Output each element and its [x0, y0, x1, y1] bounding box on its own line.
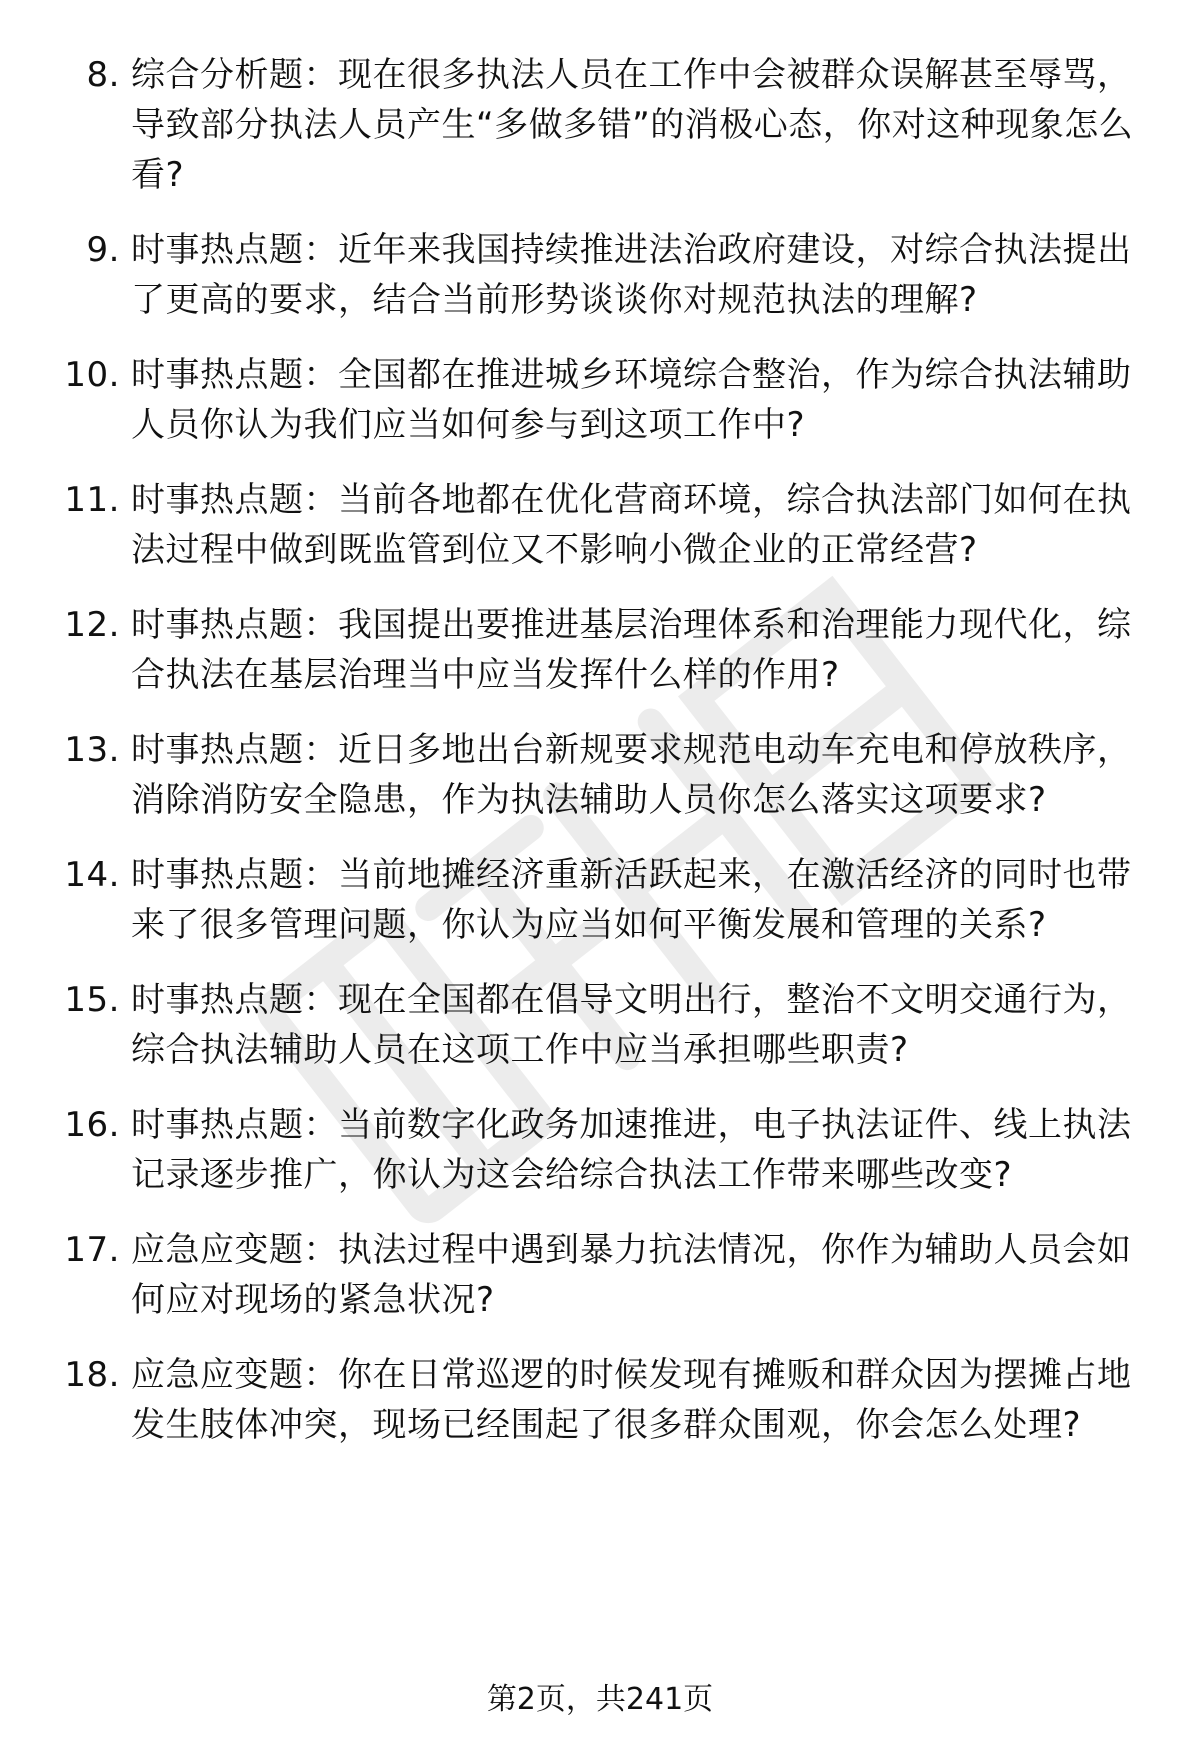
question-number: 9. [86, 230, 120, 270]
question-item [0, 50, 1200, 200]
question-item [0, 1350, 1200, 1450]
question-number: 15. [64, 980, 120, 1020]
question-number: 8. [86, 55, 120, 95]
question-item [0, 350, 1200, 450]
question-item [0, 225, 1200, 325]
question-item [0, 1100, 1200, 1200]
question-text: 时事热点题：近年来我国持续推进法治政府建设，对综合执法提出了更高的要求，结合当前形势谈谈你对规范执法的理解? [131, 230, 1132, 320]
question-item [0, 975, 1200, 1075]
question-list [0, 50, 1200, 1475]
question-text: 时事热点题：全国都在推进城乡环境综合整治，作为综合执法辅助人员你认为我们应当如何参与到这项工作中? [131, 355, 1132, 445]
question-text: 时事热点题：近日多地出台新规要求规范电动车充电和停放秩序，消除消防安全隐患，作为执法辅助人员你怎么落实这项要求? [131, 730, 1132, 820]
question-text: 时事热点题：当前数字化政务加速推进，电子执法证件、线上执法记录逐步推广，你认为这会给综合执法工作带来哪些改变? [131, 1105, 1132, 1195]
question-item [0, 600, 1200, 700]
question-number: 10. [64, 355, 120, 395]
question-number: 14. [64, 855, 120, 895]
question-number: 18. [64, 1355, 120, 1395]
question-item [0, 475, 1200, 575]
question-number: 12. [64, 605, 120, 645]
page-footer [0, 1680, 1200, 1720]
question-item [0, 725, 1200, 825]
question-text: 时事热点题：现在全国都在倡导文明出行，整治不文明交通行为，综合执法辅助人员在这项工作中应当承担哪些职责? [131, 980, 1132, 1070]
question-text: 应急应变题：你在日常巡逻的时候发现有摊贩和群众因为摆摊占地发生肢体冲突，现场已经围起了很多群众围观，你会怎么处理? [131, 1355, 1132, 1445]
question-item [0, 850, 1200, 950]
question-text: 时事热点题：我国提出要推进基层治理体系和治理能力现代化，综合执法在基层治理当中应当发挥什么样的作用? [131, 605, 1132, 695]
question-text: 综合分析题：现在很多执法人员在工作中会被群众误解甚至辱骂，导致部分执法人员产生“多做多错”的消极心态，你对这种现象怎么看? [131, 55, 1134, 195]
question-number: 17. [64, 1230, 120, 1270]
question-number: 13. [64, 730, 120, 770]
question-number: 16. [64, 1105, 120, 1145]
question-text: 时事热点题：当前各地都在优化营商环境，综合执法部门如何在执法过程中做到既监管到位又不影响小微企业的正常经营? [131, 480, 1132, 570]
page-number-label: 第2页，共241页 [486, 1682, 714, 1717]
question-text: 时事热点题：当前地摊经济重新活跃起来，在激活经济的同时也带来了很多管理问题，你认为应当如何平衡发展和管理的关系? [131, 855, 1132, 945]
question-item [0, 1225, 1200, 1325]
question-text: 应急应变题：执法过程中遇到暴力抗法情况，你作为辅助人员会如何应对现场的紧急状况? [131, 1230, 1132, 1320]
question-number: 11. [64, 480, 120, 520]
